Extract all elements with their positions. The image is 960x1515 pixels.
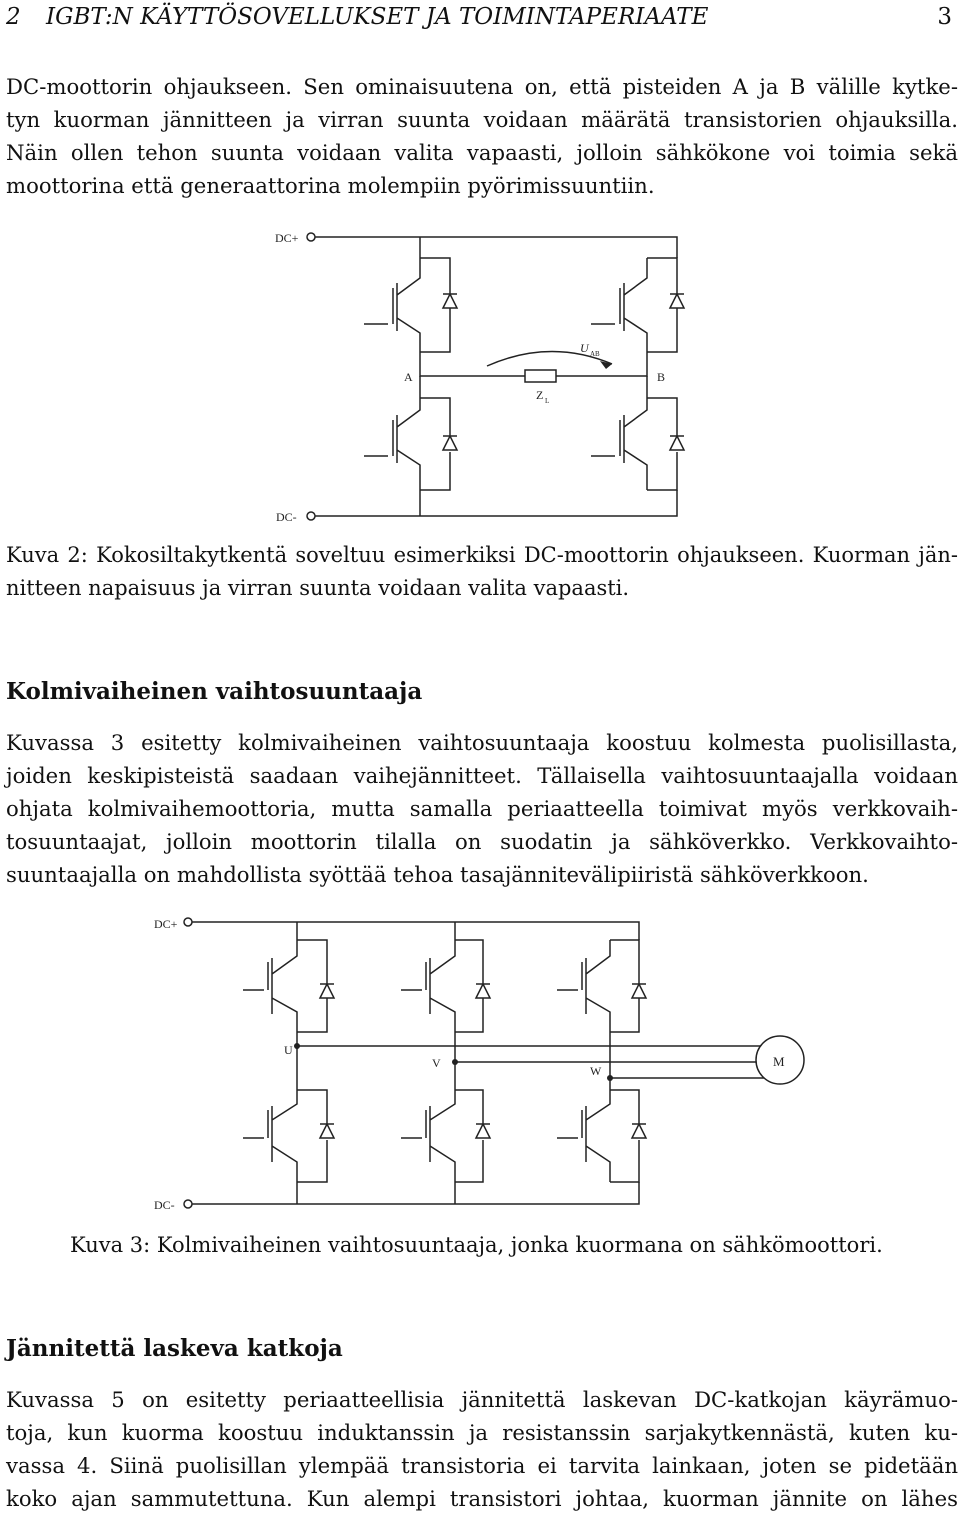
text-line: vassa 4. Siinä puolisillan ylempää transistoria ei tarvita lainkaan, joten se pidetään [6,1453,958,1478]
dc-plus-label: DC+ [154,917,178,931]
node-a-label: A [404,370,413,384]
phase-w-label: W [590,1064,602,1078]
node-b-label: B [657,370,666,384]
section-title: IGBT:N KÄYTTÖSOVELLUKSET JA TOIMINTAPERIAATE [46,4,709,30]
node-v [452,1059,458,1065]
text-line: moottorina että generaattorina molempiin pyörimissuuntiin. [6,173,655,198]
load-label: Z [536,388,544,402]
page-number: 3 [937,4,952,30]
igbt-top-u [243,940,334,1032]
text-line: tyn kuorman jännitteen ja virran suunta voidaan määrätä transistorien ohjauksilla. [6,107,958,132]
motor-label: M [773,1054,785,1069]
node-w [607,1075,613,1081]
igbt-top-w [557,940,646,1032]
dc-plus-rail [192,922,639,940]
phase-u-label: U [284,1043,293,1057]
dc-minus-label: DC- [276,510,297,524]
dc-minus-rail [192,1182,639,1204]
section-heading: Jännitettä laskeva katkoja [6,1335,343,1362]
text-line: toja, kun kuorma koostuu induktanssin ja resistanssin sarjakytkennästä, kuten ku- [6,1420,958,1445]
dc-plus-label: DC+ [275,231,299,245]
section-heading: Kolmivaiheinen vaihtosuuntaaja [6,678,423,705]
phase-v-label: V [432,1056,441,1070]
voltage-label: U [580,341,589,355]
igbt-bottom-v [401,1090,490,1182]
text-line: ohjata kolmivaihemoottoria, mutta samalla periaatteella toimivat myös verkkovaih- [6,796,958,821]
caption-line: Kuva 2: Kokosiltakytkentä soveltuu esimerkiksi DC-moottorin ohjaukseen. Kuorman jän- [6,543,958,567]
section-number: 2 [6,4,21,30]
text-line: joiden keskipisteistä saadaan vaihejännitteet. Tällaisella vaihtosuuntaajalla voidaan [6,763,958,788]
dc-minus-terminal [184,1200,192,1208]
text-line: Näin ollen tehon suunta voidaan valita vapaasti, jolloin sähkökone voi toimia sekä [6,140,958,165]
igbt-top-v [401,940,490,1032]
load-subscript: L [545,397,550,405]
text-line: tosuuntaajat, jolloin moottorin tilalla on suodatin ja sähköverkko. Verkkovaihto- [6,829,958,854]
dc-plus-drops [297,922,455,940]
phase-lines [297,1046,767,1078]
igbt-bottom-w [557,1090,646,1182]
section-2-paragraph [6,1383,958,1515]
node-u [294,1043,300,1049]
text-line: Kuvassa 5 on esitetty periaatteellisia jännitettä laskevan DC-katkojan käyrämuo- [6,1387,958,1412]
igbt-bottom-u [243,1090,334,1182]
figure-3-caption: Kuva 3: Kolmivaiheinen vaihtosuuntaaja, jonka kuormana on sähkömoottori. [70,1233,883,1257]
caption-line: nitteen napaisuus ja virran suunta voidaan valita vapaasti. [6,576,630,600]
dc-plus-terminal [184,918,192,926]
text-line: koko ajan sammutettuna. Kun alempi transistori johtaa, kuorman jännite on lähes [6,1486,958,1511]
dc-minus-label: DC- [154,1198,175,1212]
text-line: DC-moottorin ohjaukseen. Sen ominaisuutena on, että pisteiden A ja B välille kytke- [6,74,958,99]
text-line: Kuvassa 3 esitetty kolmivaiheinen vaihtosuuntaaja koostuu kolmesta puolisillasta, [6,730,958,755]
voltage-subscript: AB [590,350,600,358]
text-line: suuntaajalla on mahdollista syöttää tehoa tasajännitevälipiiristä sähköverkkoon. [6,862,869,887]
